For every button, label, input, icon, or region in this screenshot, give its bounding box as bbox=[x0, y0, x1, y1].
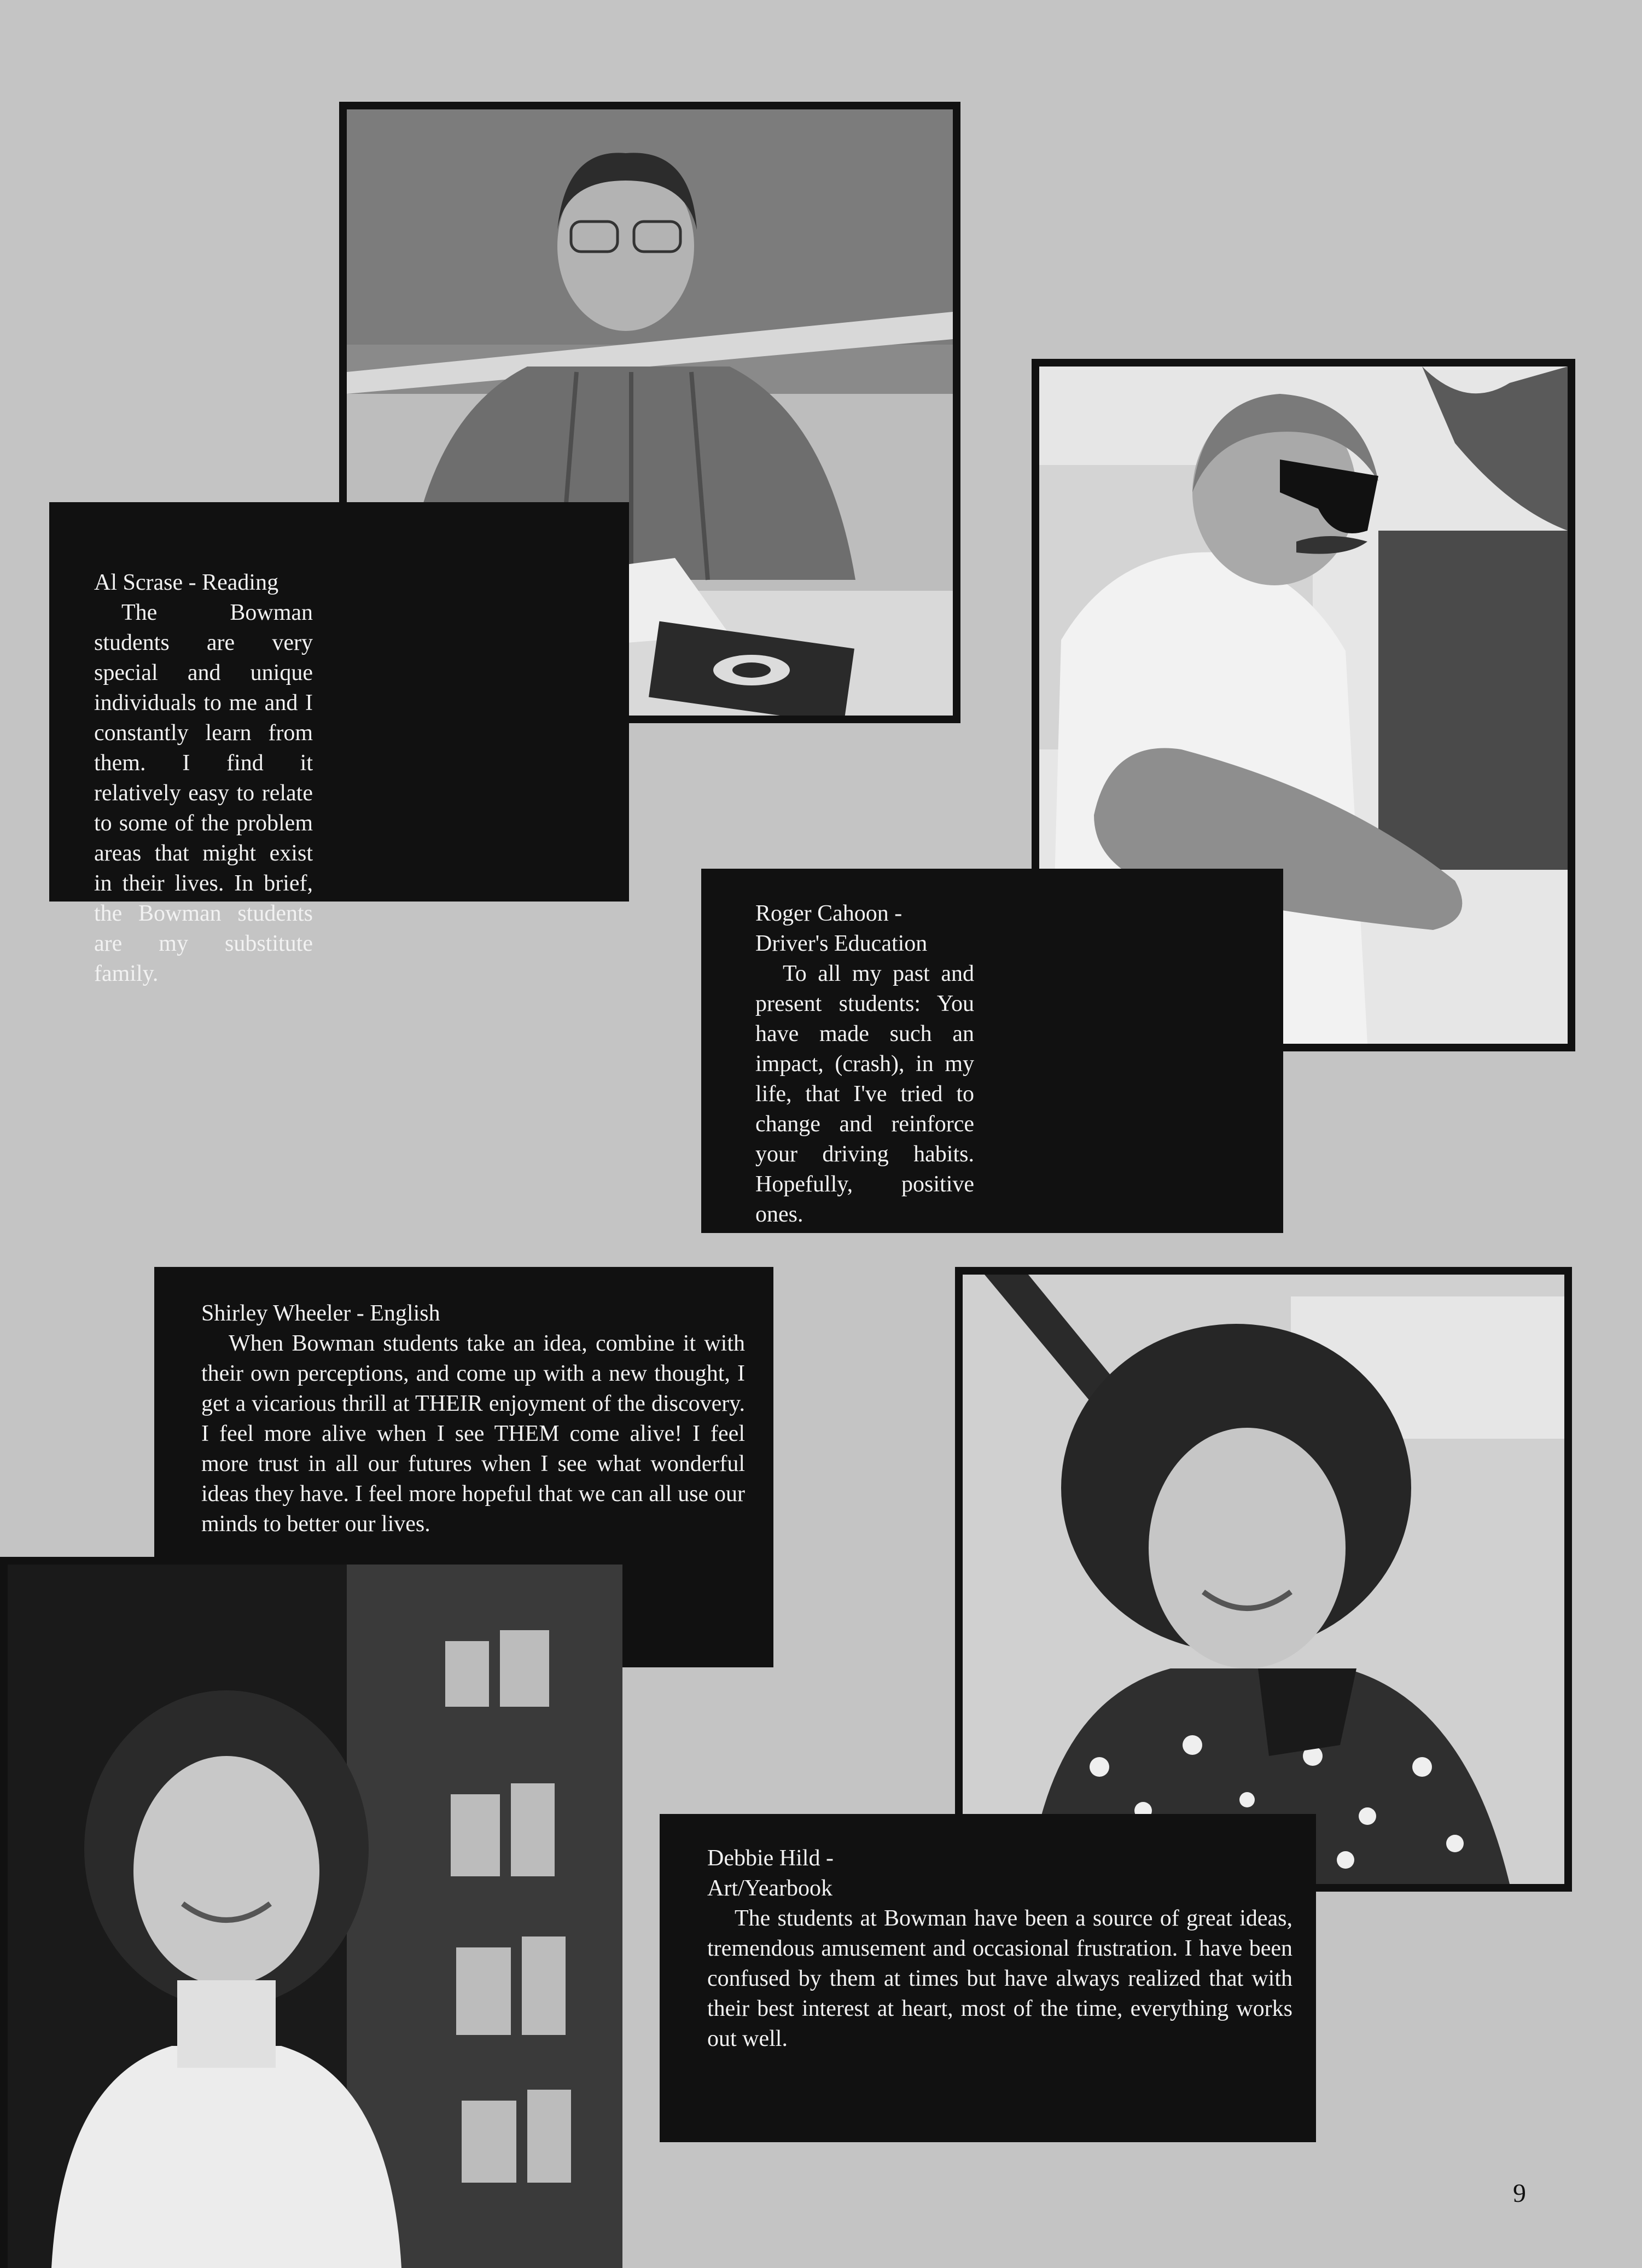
teacher-quote: When Bowman students take an idea, combine it with their own perceptions, and come up with a new thought, I get a vicarious thrill at THEIR enjoyment of the discovery. I feel more alive when I see THEM come alive! I feel more trust in all our futures when I see what wonderful ideas they have. I feel more hopeful that we can all use our minds to better our lives. bbox=[201, 1331, 745, 1537]
teacher-name: Shirley Wheeler - English bbox=[201, 1301, 440, 1326]
text-panel-al-scrase-top bbox=[49, 502, 339, 535]
photo-debbie-hild bbox=[955, 1267, 1572, 1892]
text-al-scrase bbox=[94, 568, 603, 989]
page-number: 9 bbox=[1513, 2179, 1526, 2208]
teacher-name: Al Scrase - Reading bbox=[94, 570, 279, 595]
teacher-quote: The students at Bowman have been a source of great ideas, tremendous amusement and occasional frustration. I have been confused by them at times but have always realized that with their best interest at heart, most of the time, everything works out well. bbox=[707, 1906, 1292, 2051]
teacher-photo-image bbox=[8, 1565, 622, 2268]
teacher-name: Roger Cahoon - Driver's Education bbox=[755, 901, 928, 956]
text-shirley-wheeler bbox=[201, 1299, 745, 1539]
text-roger-cahoon bbox=[755, 899, 1261, 1230]
teacher-quote: To all my past and present students: You have made such an impact, (crash), in my life, that I've tried to change and reinforce your driving habits. Hopefully, positive ones. bbox=[755, 961, 974, 1227]
text-debbie-hild bbox=[707, 1844, 1292, 2054]
teacher-name: Debbie Hild - Art/Yearbook bbox=[707, 1846, 834, 1901]
teacher-photo-image bbox=[963, 1275, 1564, 1884]
photo-shirley-wheeler bbox=[0, 1557, 622, 2268]
teacher-quote: The Bowman students are very special and unique individuals to me and I constantly learn from them. I find it relatively easy to relate to some of the problem areas that might exist in their lives. In brief, the Bowman students are my substitute family. bbox=[94, 600, 313, 986]
